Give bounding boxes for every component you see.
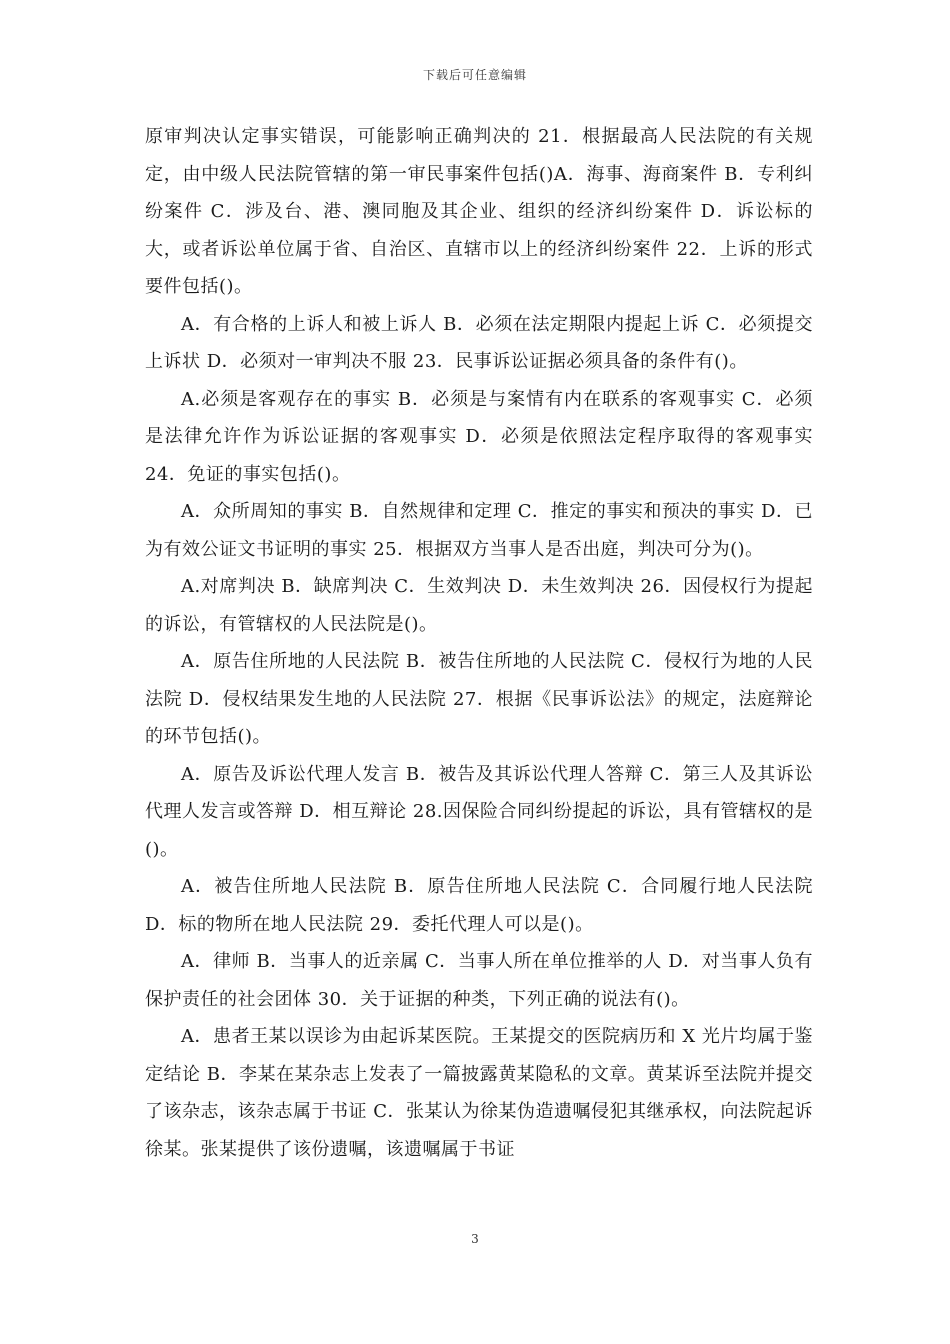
paragraph: A．被告住所地人民法院 B．原告住所地人民法院 C．合同履行地人民法院 D．标的物所在地人民法院 29．委托代理人可以是()。 [145, 876, 813, 935]
page-number: 3 [471, 1232, 479, 1246]
paragraph: A．原告住所地的人民法院 B．被告住所地的人民法院 C．侵权行为地的人民法院 D．侵权结果发生地的人民法院 27．根据《民事诉讼法》的规定，法庭辩论的环节包括()。 [145, 651, 813, 747]
paragraph: 原审判决认定事实错误，可能影响正确判决的 21．根据最高人民法院的有关规定，由中级人民法院管辖的第一审民事案件包括()A．海事、海商案件 B．专利纠纷案件 C．涉及台、港、澳同胞及其企业、组织的经济纠纷案件 D．诉讼标的大，或者诉讼单位属于省、自治区、直辖市以上的经济纠纷案件 22．上诉的形式要件包括()。 [145, 126, 813, 297]
paragraph: A.对席判决 B．缺席判决 C．生效判决 D．未生效判决 26．因侵权行为提起的诉讼，有管辖权的人民法院是()。 [145, 576, 813, 635]
paragraph: A．众所周知的事实 B．自然规律和定理 C．推定的事实和预决的事实 D．已为有效公证文书证明的事实 25．根据双方当事人是否出庭，判决可分为()。 [145, 501, 813, 560]
paragraph: A.必须是客观存在的事实 B．必须是与案情有内在联系的客观事实 C．必须是法律允许作为诉讼证据的客观事实 D．必须是依照法定程序取得的客观事实 24．免证的事实包括()。 [145, 388, 813, 485]
paragraph: A．律师 B．当事人的近亲属 C．当事人所在单位推举的人 D．对当事人负有保护责任的社会团体 30．关于证据的种类，下列正确的说法有()。 [145, 951, 813, 1010]
page-header: 下载后可任意编辑 [422, 68, 527, 82]
paragraph: A．原告及诉讼代理人发言 B．被告及其诉讼代理人答辩 C．第三人及其诉讼代理人发言或答辩 D．相互辩论 28.因保险合同纠纷提起的诉讼，具有管辖权的是()。 [145, 763, 813, 860]
paragraph: A．有合格的上诉人和被上诉人 B．必须在法定期限内提起上诉 C．必须提交上诉状 D．必须对一审判决不服 23．民事诉讼证据必须具备的条件有()。 [145, 313, 813, 372]
document-body [145, 118, 813, 1168]
paragraph: A．患者王某以误诊为由起诉某医院。王某提交的医院病历和 X 光片均属于鉴定结论 B．李某在某杂志上发表了一篇披露黄某隐私的文章。黄某诉至法院并提交了该杂志，该杂志属于书证 C．张某认为徐某伪造遗嘱侵犯其继承权，向法院起诉徐某。张某提供了该份遗嘱，该遗嘱属于书证 [145, 1026, 813, 1160]
